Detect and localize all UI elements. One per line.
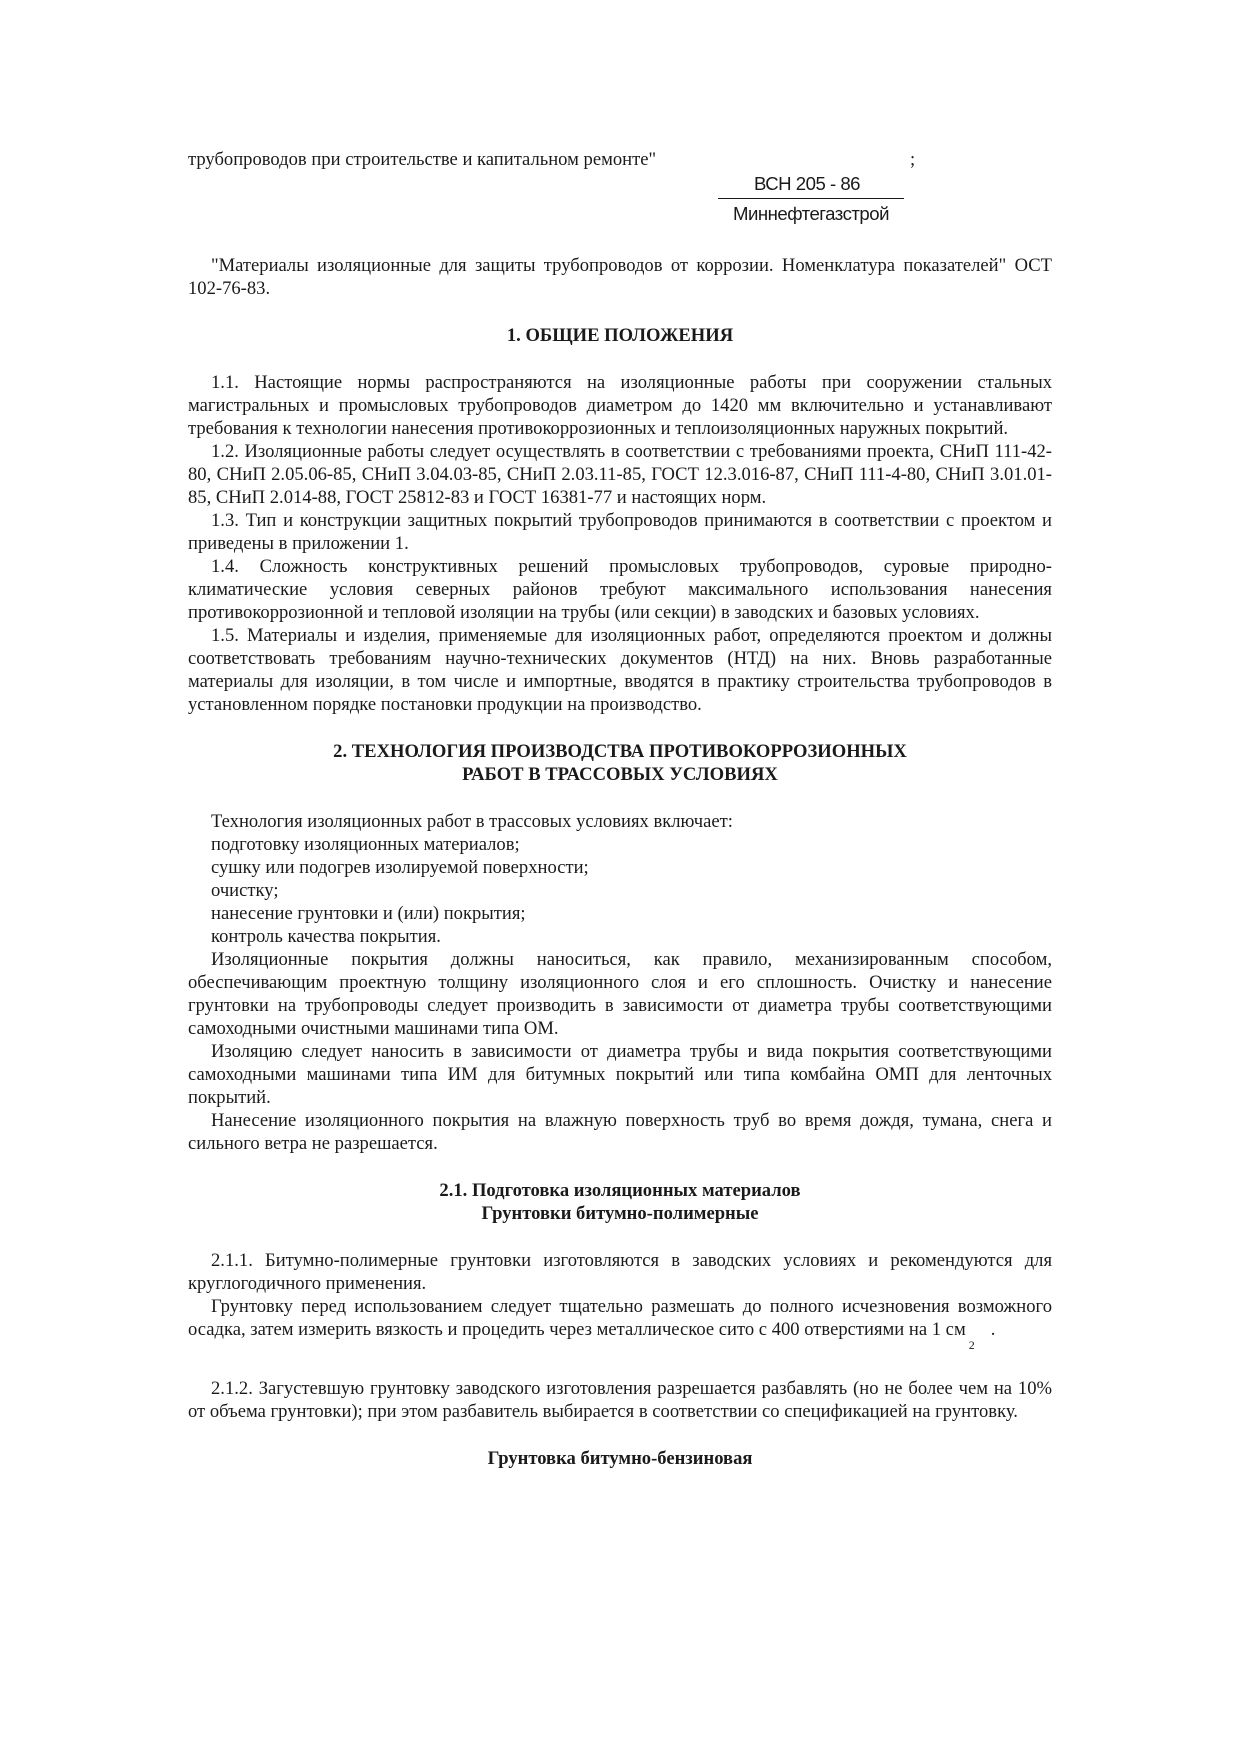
section-1-title: 1. ОБЩИЕ ПОЛОЖЕНИЯ: [506, 325, 734, 346]
intro-paragraph: "Материалы изоляционные для защиты трубопроводов от коррозии. Номенклатура показателей" ОСТ 102-76-83.: [188, 255, 1052, 299]
list-item: контроль качества покрытия.: [211, 926, 441, 947]
sieve-text: Грунтовку перед использованием следует тщательно размешать до полного исчезновения возможного осадка, затем измерить вязкость и процедить через металлическое сито с 400 отверстиями на 1 см: [188, 1296, 1052, 1340]
list-intro: Технология изоляционных работ в трассовых условиях включает:: [211, 811, 733, 832]
paragraph-2-1-sieve: [188, 1295, 1052, 1357]
section-2-1-title: 2.1. Подготовка изоляционных материалов: [439, 1180, 801, 1201]
paragraph-1-5: 1.5. Материалы и изделия, применяемые для изоляционных работ, определяются проектом и должны соответствовать требованиям научно-технических документов (НТД) на них. Вновь разработанные материалы для изоляции, в том числе и импортные, вводятся в практику строительства трубопроводов в установленном порядке постановки продукции на производство.: [188, 625, 1052, 715]
document-page: [188, 148, 1052, 1470]
doc-org: Миннефтегазстрой: [733, 203, 889, 224]
section-2-1-subtitle: Грунтовки битумно-полимерные: [481, 1203, 759, 1224]
paragraph-1-2: 1.2. Изоляционные работы следует осуществлять в соответствии с требованиями проекта, СНиП 111-42-80, СНиП 2.05.06-85, СНиП 3.04.03-85, СНиП 2.03.11-85, ГОСТ 12.3.016-87, СНиП 111-4-80, СНиП 3.01.01-85, СНиП 2.014-88, ГОСТ 25812-83 и ГОСТ 16381-77 и настоящих норм.: [188, 441, 1052, 508]
doc-title-tail: трубопроводов при строительстве и капитальном ремонте": [188, 149, 657, 170]
list-item: подготовку изоляционных материалов;: [211, 834, 520, 855]
paragraph-1-3: 1.3. Тип и конструкции защитных покрытий трубопроводов принимаются в соответствии с проектом и приведены в приложении 1.: [188, 510, 1052, 554]
paragraph-2-c: Нанесение изоляционного покрытия на влажную поверхность труб во время дождя, тумана, снега и сильного ветра не разрешается.: [188, 1110, 1052, 1154]
section-2-1-subtitle-2: Грунтовка битумно-бензиновая: [487, 1448, 753, 1469]
section-2-title-line-1: 2. ТЕХНОЛОГИЯ ПРОИЗВОДСТВА ПРОТИВОКОРРОЗИОННЫХ: [333, 741, 907, 762]
list-item: очистку;: [211, 880, 279, 901]
section-2-title-line-2: РАБОТ В ТРАССОВЫХ УСЛОВИЯХ: [462, 764, 778, 785]
paragraph-2-1-2: 2.1.2. Загустевшую грунтовку заводского изготовления разрешается разбавлять (но не более чем на 10% от объема грунтовки); при этом разбавитель выбирается в соответствии со спецификацией на грунтовку.: [188, 1378, 1052, 1422]
header-line: [188, 148, 1052, 172]
list-item: сушку или подогрев изолируемой поверхности;: [211, 857, 589, 878]
doc-code: ВСН 205 - 86: [753, 173, 861, 194]
paragraph-1-1: 1.1. Настоящие нормы распространяются на изоляционные работы при сооружении стальных магистральных и промысловых трубопроводов диаметром до 1420 мм включительно и устанавливают требования к технологии нанесения противокоррозионных и теплоизоляционных наружных покрытий.: [188, 372, 1052, 439]
list-item: нанесение грунтовки и (или) покрытия;: [211, 903, 526, 924]
technology-list: [188, 810, 1052, 948]
code-divider: [718, 198, 904, 199]
paragraph-2-1-1: 2.1.1. Битумно-полимерные грунтовки изготовляются в заводских условиях и рекомендуются для круглогодичного применения.: [188, 1250, 1052, 1294]
semicolon: ;: [910, 149, 916, 170]
doc-code-block: [188, 172, 1052, 234]
superscript-2: 2: [968, 1338, 975, 1352]
paragraph-2-a: Изоляционные покрытия должны наноситься, как правило, механизированным способом, обеспечивающим проектную толщину изоляционного слоя и его сплошность. Очистку и нанесение грунтовки на трубопроводы следует производить в зависимости от диаметра трубы соответствующими самоходными очистными машинами типа ОМ.: [188, 949, 1052, 1039]
paragraph-1-4: 1.4. Сложность конструктивных решений промысловых трубопроводов, суровые природно-климатические условия северных районов требуют максимального использования нанесения противокоррозионной и тепловой изоляции на трубы (или секции) в заводских и базовых условиях.: [188, 556, 1052, 623]
sieve-end: .: [990, 1319, 996, 1340]
paragraph-2-b: Изоляцию следует наносить в зависимости от диаметра трубы и вида покрытия соответствующими самоходными машинами типа ИМ для битумных покрытий или типа комбайна ОМП для ленточных покрытий.: [188, 1041, 1052, 1108]
